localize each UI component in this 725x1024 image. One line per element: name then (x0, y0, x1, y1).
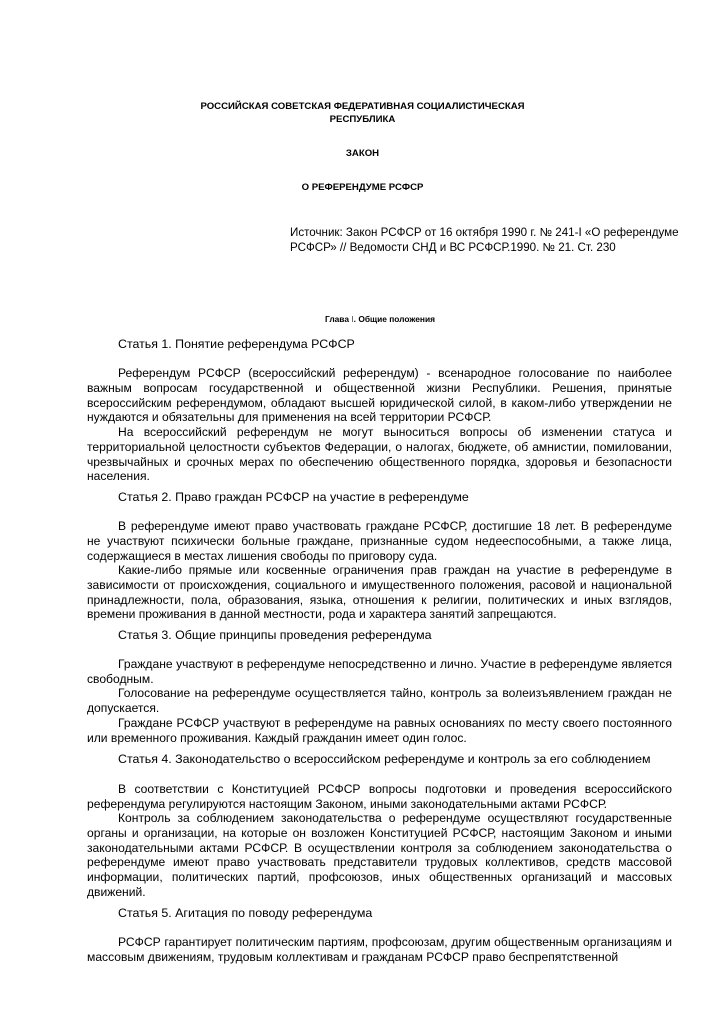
article-3-paragraph-3: Граждане РСФСР участвуют в референдуме на равных основаниях по месту своего постоянного или временного проживания. Каждый гражданин имеет один голос. (87, 716, 672, 745)
article-3-paragraph-2: Голосование на референдуме осуществляется тайно, контроль за волеизъявлением граждан не допускается. (87, 686, 672, 715)
article-5-paragraph-1: РСФСР гарантирует политическим партиям, профсоюзам, другим общественным организациям и массовым движениям, трудовым коллективам и гражданам РСФСР право беспрепятственной (87, 935, 672, 964)
article-1-paragraph-2: На всероссийский референдум не могут выноситься вопросы об изменении статуса и территориальной целостности субъектов Федерации, о налогах, бюджете, об амнистии, помиловании, чрезвычайных и срочных мерах по обеспечению общественного порядка, здоровья и безопасности населения. (87, 425, 672, 484)
article-2-paragraph-2: Какие-либо прямые или косвенные ограничения прав граждан на участие в референдуме в зависимости от происхождения, социального и имущественного положения, расовой и национальной принадлежности, пола, образования, языка, отношения к религии, политических и иных взглядов, времени проживания в данной местности, рода и характера занятий запрещаются. (87, 563, 672, 622)
chapter-title: Общие положения (358, 314, 435, 324)
article-1-paragraph-1: Референдум РСФСР (всероссийский референдум) - всенародное голосование по наиболее важным вопросам государственной и общественной жизни Республики. Решения, принятые всероссийским референдумом, обладают высшей юридической силой, в каком-либо утверждении не нуждаются и обязательны для применения на всей территории РСФСР. (87, 366, 672, 425)
article-4-paragraph-2: Контроль за соблюдением законодательства о референдуме осуществляют государственные органы и организации, на которые он возложен Конституцией РСФСР, настоящим Законом и иными законодательными актами РСФСР. В осуществлении контроля за соблюдением законодательства о референдуме имеют право участвовать представители трудовых коллективов, средств массовой информации, политических партий, профсоюзов, иных общественных организаций и массовых движений. (87, 811, 672, 899)
chapter-number: I (351, 314, 354, 324)
article-2-paragraph-1: В референдуме имеют право участвовать граждане РСФСР, достигшие 18 лет. В референдуме не участвуют психически больные граждане, признанные судом недееспособными, а также лица, содержащиеся в местах лишения свободы по приговору суда. (87, 519, 672, 563)
header-law: ЗАКОН (345, 148, 380, 159)
article-3-title: Статья 3. Общие принципы проведения референдума (118, 628, 432, 642)
article-4-paragraph-1: В соответствии с Конституцией РСФСР вопросы подготовки и проведения всероссийского референдума регулируются настоящим Законом, иными законодательными актами РСФСР. (87, 782, 672, 811)
article-3-paragraph-1: Граждане участвуют в референдуме непосредственно и лично. Участие в референдуме является свободным. (87, 657, 672, 686)
chapter-heading: Глава I. Общие положения (325, 314, 435, 324)
article-2-title: Статья 2. Право граждан РСФСР на участие в референдуме (118, 490, 469, 504)
header-republic-line1: РОССИЙСКАЯ СОВЕТСКАЯ ФЕДЕРАТИВНАЯ СОЦИАЛИСТИЧЕСКАЯ (200, 101, 525, 112)
article-1-title: Статья 1. Понятие референдума РСФСР (118, 337, 355, 351)
chapter-prefix: Глава (325, 314, 350, 324)
article-5-title: Статья 5. Агитация по поводу референдума (118, 906, 373, 920)
header-law-title: О РЕФЕРЕНДУМЕ РСФСР (301, 182, 424, 193)
header-republic-line2: РЕСПУБЛИКА (329, 114, 396, 125)
article-4-title: Статья 4. Законодательство о всероссийском референдуме и контроль за его соблюдением (118, 752, 651, 766)
source-citation: Источник: Закон РСФСР от 16 октября 1990 г. № 241-I «О референдуме РСФСР» // Ведомости СНД и ВС РСФСР.1990. № 21. Ст. 230 (290, 226, 679, 254)
